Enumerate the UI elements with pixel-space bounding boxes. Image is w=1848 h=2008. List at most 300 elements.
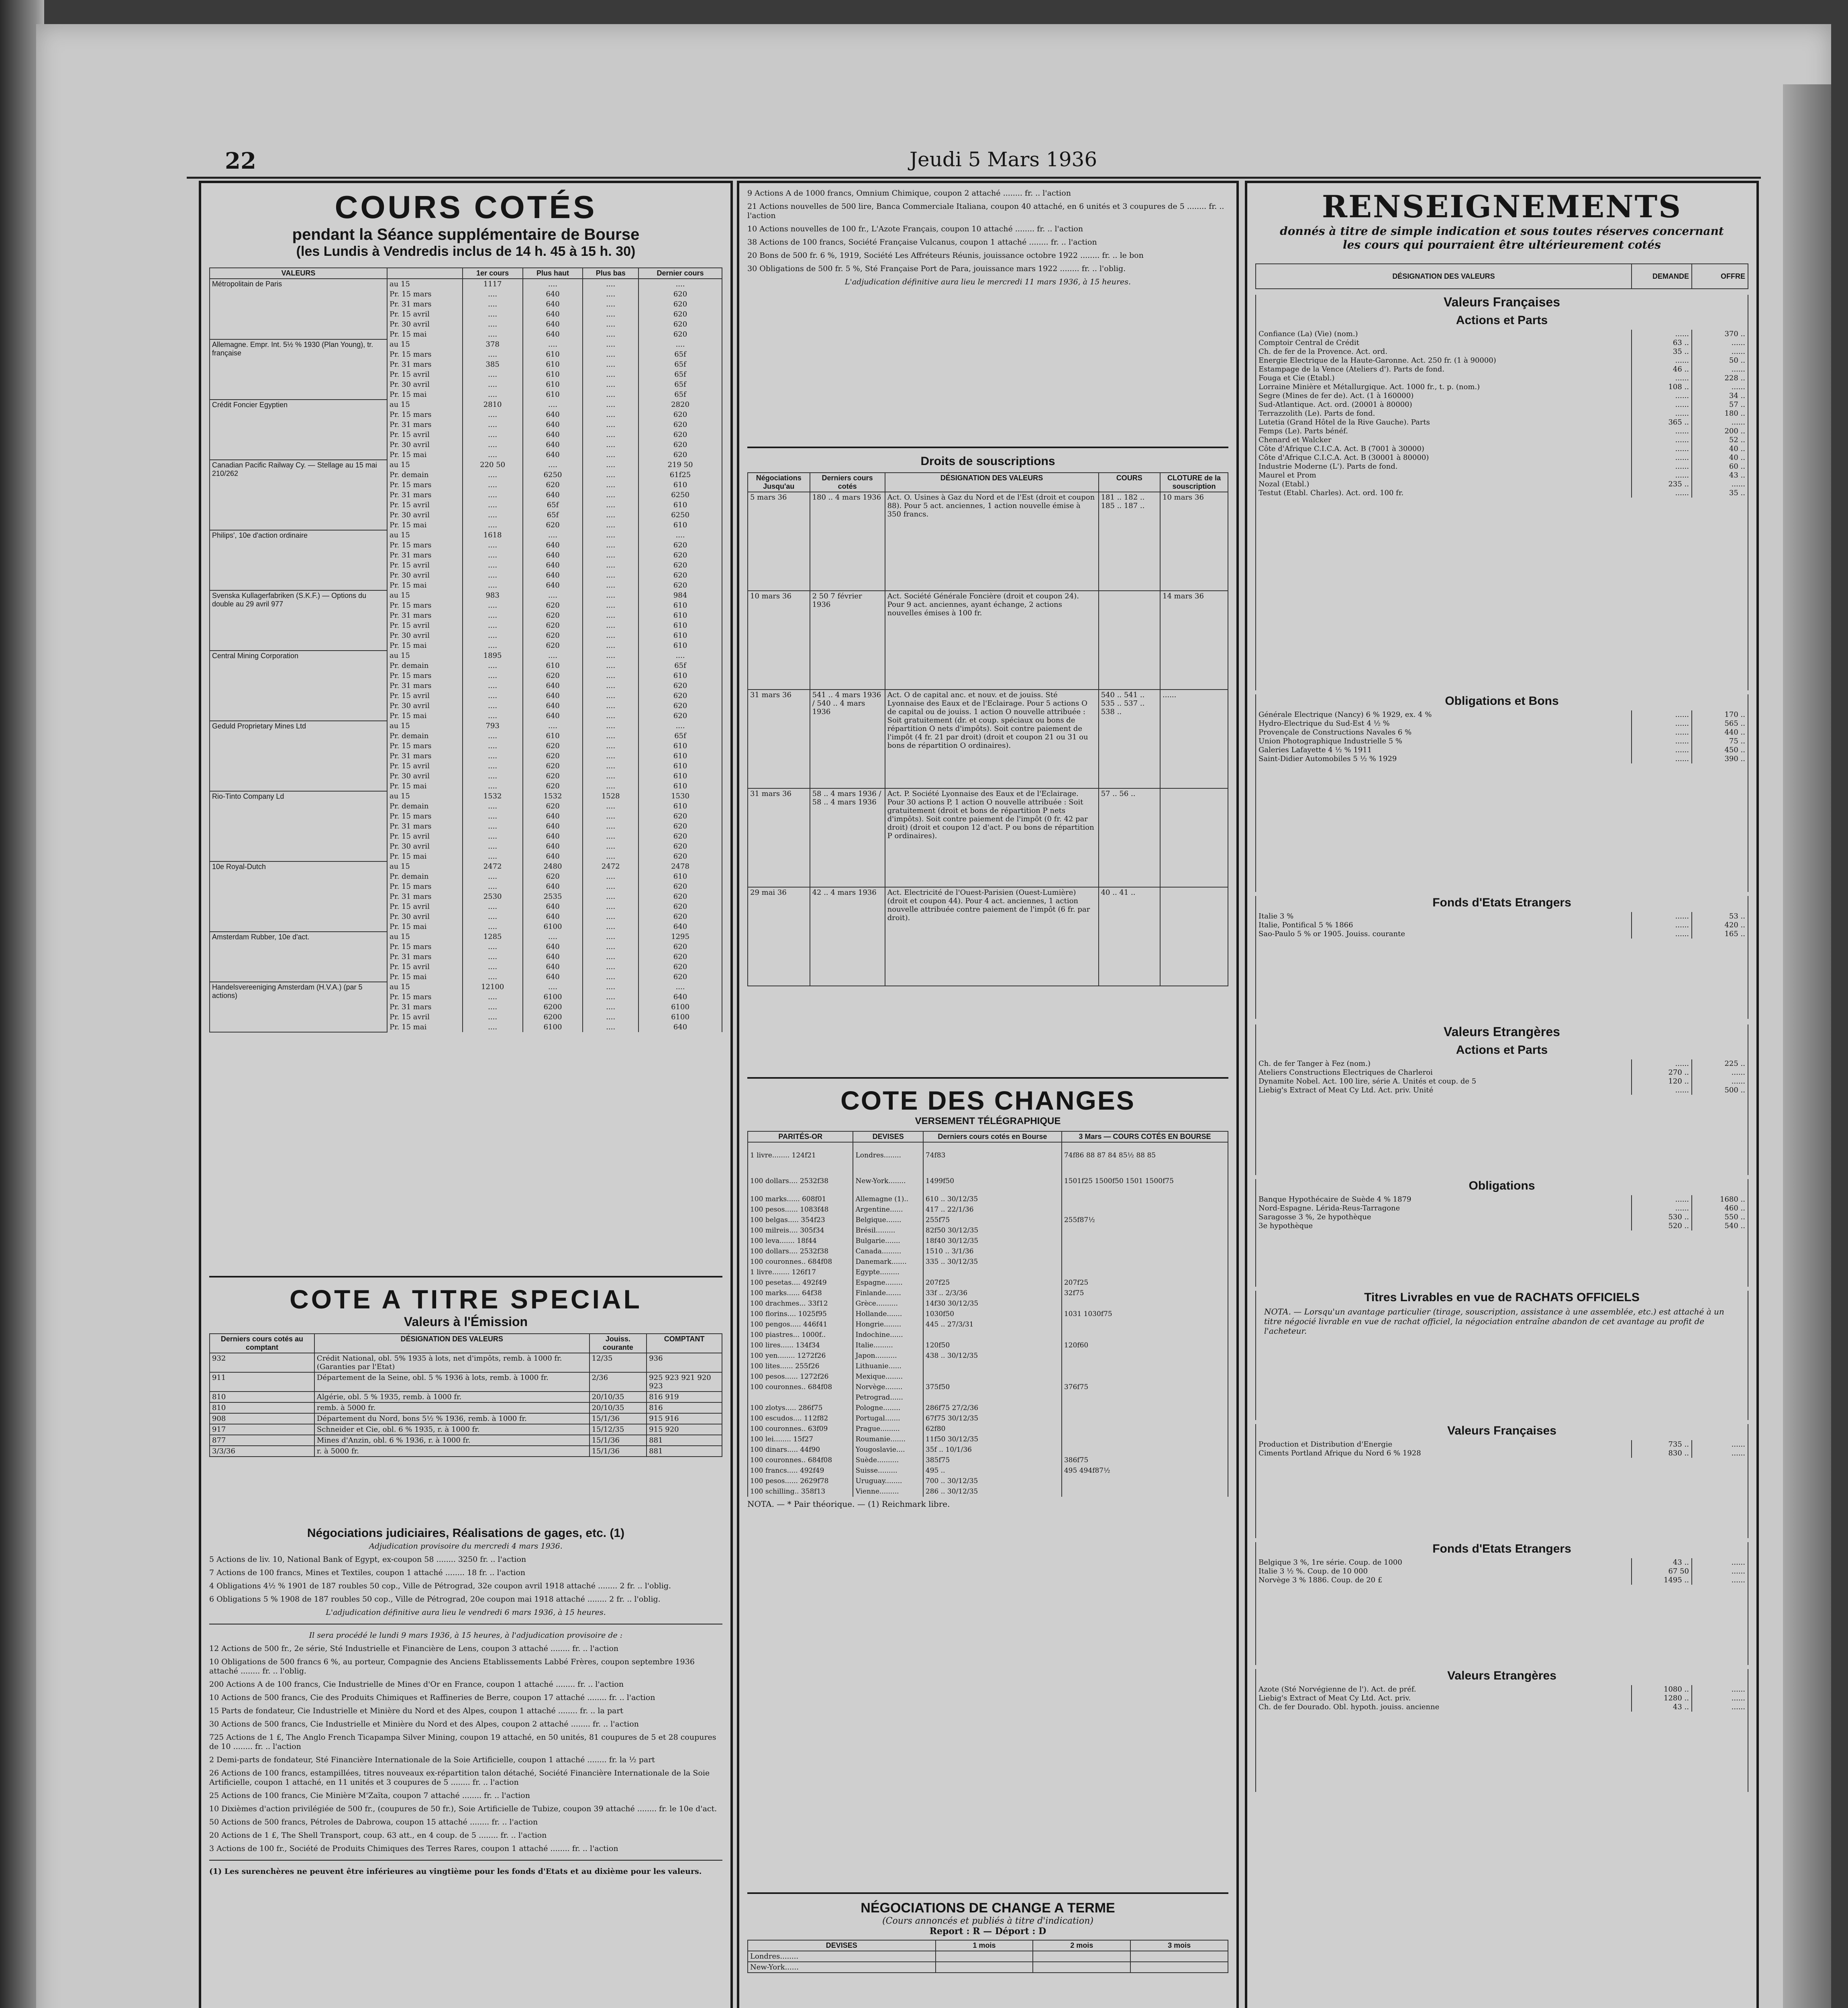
table-row [748,1194,1228,1204]
offre-value: 1680 .. [1691,1195,1748,1204]
price-cell: .... [463,580,523,590]
security-name: Philips', 10e d'action ordinaire [210,530,387,590]
subsection-heading: Actions et Parts [1456,314,1548,327]
changes-cell: 1501f25 1500f50 1501 1500f75 [1062,1168,1228,1194]
table-row [748,1445,1228,1455]
price-cell: 65f [638,349,722,359]
term-cell: Pr. 15 mai [387,922,463,932]
price-cell: .... [523,339,583,349]
demande-value: ...... [1631,737,1691,746]
term-cell: Pr. 15 avril [387,902,463,912]
term-cell: Pr. 30 avril [387,912,463,922]
changes-cell: 100 couronnes.. 684f08 [748,1455,853,1465]
price-cell: .... [463,480,523,490]
changes-cell: 32f75 [1062,1288,1228,1298]
term-cell: Pr. 30 avril [387,841,463,851]
price-cell: .... [583,801,638,811]
security-name: Nord-Espagne. Lérida-Reus-Tarragone [1259,1204,1400,1212]
special-cell: 911 [210,1372,314,1392]
price-cell: 65f [638,380,722,390]
list-item: 10 Actions nouvelles de 100 fr., L'Azote Français, coupon 10 attaché ........ fr. .. l'action [747,224,1083,233]
table-row [748,1455,1228,1465]
changes-cell: Norvège........ [853,1382,923,1392]
price-cell: .... [638,530,722,540]
price-cell: .... [463,631,523,641]
price-cell: 640 [523,289,583,299]
price-cell: .... [463,821,523,831]
changes-cell: 100 milreis.... 305f34 [748,1225,853,1236]
subsection-heading: Valeurs Françaises [1447,1424,1556,1437]
changes-cell: 255f87½ [1062,1215,1228,1225]
price-cell: .... [523,982,583,992]
special-cell: Crédit National, obl. 5% 1935 à lots, net d'impôts, remb. à 1000 fr. (Garanties par l'Etat) [314,1353,589,1372]
table-row [748,1382,1228,1392]
term-cell: Pr. 30 avril [387,380,463,390]
changes-cell: Hollande....... [853,1309,923,1319]
price-cell: 610 [638,801,722,811]
price-cell: 620 [638,892,722,902]
table-row [748,1168,1228,1194]
price-cell: 640 [523,540,583,550]
price-cell: .... [583,831,638,841]
demande-value: 120 .. [1631,1077,1691,1086]
changes-cell: 100 pesos...... 1083f48 [748,1204,853,1215]
price-cell: 610 [638,771,722,781]
special-cell: 15/1/36 [589,1413,647,1424]
terme-table [747,1940,1228,1973]
price-cell: .... [583,922,638,932]
changes-cell: 207f25 [1062,1277,1228,1288]
security-name: Liebig's Extract of Meat Cy Ltd. Act. priv. [1259,1694,1411,1702]
list-item: 4 Obligations 4½ % 1901 de 187 roubles 50 cop., Ville de Pétrograd, 32e coupon avril 1918 attaché ........ 2 fr. .. l'oblig. [209,1582,671,1590]
demande-value: ...... [1631,453,1691,462]
security-name: Côte d'Afrique C.I.C.A. Act. B (7001 à 30000) [1259,445,1424,453]
changes-cell: 100 dollars.... 2532f38 [748,1246,853,1257]
term-cell: Pr. 15 mars [387,811,463,821]
droits-cell: 14 mars 36 [1160,591,1228,690]
changes-cell: 33f .. 2/3/36 [923,1288,1062,1298]
price-cell: .... [583,992,638,1002]
renseignements-header [1255,263,1748,289]
term-cell: Pr. 15 mars [387,289,463,299]
droits-cell [1160,887,1228,986]
changes-cell [1062,1434,1228,1445]
term-cell: au 15 [387,279,463,289]
offre-value: 225 .. [1691,1059,1748,1068]
changes-note: NOTA. — * Pair théorique. — (1) Reichmark libre. [747,1499,950,1509]
price-cell: 620 [523,631,583,641]
term-cell: Pr. 15 mai [387,450,463,460]
term-cell: au 15 [387,590,463,600]
table-row [748,1257,1228,1267]
changes-header-1: DEVISES [853,1131,923,1142]
price-cell: .... [583,590,638,600]
price-cell: .... [583,309,638,319]
price-cell: .... [583,450,638,460]
table-row [748,1465,1228,1476]
table-row [748,1236,1228,1246]
offre-value: 35 .. [1691,489,1748,498]
subsection-heading: Obligations et Bons [1445,694,1559,708]
table-row [210,1435,722,1446]
price-cell: .... [463,349,523,359]
renseignements-list [1256,710,1748,763]
changes-cell [923,1371,1062,1382]
negociations-future-intro: Il sera procédé le lundi 9 mars 1936, à 15 heures, à l'adjudication provisoire de : [309,1631,623,1640]
price-cell: 6200 [523,1002,583,1012]
changes-subtitle: VERSEMENT TÉLÉGRAPHIQUE [915,1116,1061,1126]
special-cell: Département du Nord, bons 5½ % 1936, remb. à 1000 fr. [314,1413,589,1424]
changes-cell: 100 pengos..... 446f41 [748,1319,853,1330]
demande-value: ...... [1631,392,1691,400]
price-cell: .... [583,550,638,560]
changes-cell: 100 couronnes.. 684f08 [748,1382,853,1392]
demande-value: ...... [1631,471,1691,480]
price-cell: .... [583,430,638,440]
term-cell: Pr. 15 avril [387,500,463,510]
price-cell: 640 [523,440,583,450]
price-cell: 620 [523,871,583,882]
table-row [748,1225,1228,1236]
term-cell: au 15 [387,651,463,661]
offre-value: ...... [1691,1440,1748,1449]
term-cell: Pr. 31 mars [387,550,463,560]
negociations-title: Négociations judiciaires, Réalisations de gages, etc. (1) [307,1526,625,1540]
price-cell: .... [583,811,638,821]
renseignements-list [1256,1558,1748,1585]
security-name: Comptoir Central de Crédit [1259,339,1359,347]
table-row [748,1288,1228,1298]
price-cell: 6200 [523,1012,583,1022]
changes-cell [1062,1371,1228,1382]
demande-value: ...... [1631,445,1691,453]
security-name: Testut (Etabl. Charles). Act. ord. 100 fr. [1259,489,1404,497]
list-item: 3 Actions de 100 fr., Société de Produits Chimiques des Terres Rares, coupon 1 attaché ........ fr. .. l'action [209,1844,618,1853]
term-cell: Pr. 15 mars [387,410,463,420]
price-cell: .... [463,620,523,631]
droits-cell: Act. Société Générale Foncière (droit et coupon 24). Pour 9 act. anciennes, ayant échange, 2 actions nouvelles émises à 100 fr. [885,591,1099,690]
changes-cell: Londres........ [853,1142,923,1168]
table-row [748,1434,1228,1445]
table-row [748,1246,1228,1257]
offre-value: 550 .. [1691,1213,1748,1222]
demande-value: 520 .. [1631,1222,1691,1231]
security-name: Amsterdam Rubber, 10e d'act. [210,932,387,982]
security-name: Canadian Pacific Railway Cy. — Stellage au 15 mai 210/262 [210,460,387,530]
changes-cell: 495 .. [923,1465,1062,1476]
demande-value: ...... [1631,1059,1691,1068]
price-cell: 620 [523,610,583,620]
table-row [210,932,722,942]
price-cell: .... [583,972,638,982]
price-cell: 640 [523,299,583,309]
price-cell: .... [463,490,523,500]
table-row [748,1413,1228,1424]
subsection-heading: Fonds d'Etats Etrangers [1432,1542,1571,1555]
table-row [748,492,1228,591]
price-cell: .... [463,1022,523,1032]
price-cell: 620 [638,560,722,570]
term-cell: au 15 [387,861,463,871]
offre-value: 40 .. [1691,445,1748,453]
price-cell: 640 [523,580,583,590]
changes-cell: Vienne......... [853,1486,923,1497]
changes-cell: 100 lei........ 15f27 [748,1434,853,1445]
demande-value: ...... [1631,400,1691,409]
table-row [210,982,722,992]
price-cell: 620 [638,962,722,972]
table-row [748,1319,1228,1330]
offre-value: ...... [1691,418,1748,427]
price-cell: 620 [638,410,722,420]
price-cell: .... [583,711,638,721]
changes-cell: Japon.......... [853,1351,923,1361]
changes-cell [1062,1204,1228,1215]
negociations-intro: Adjudication provisoire du mercredi 4 mars 1936. [369,1542,563,1551]
term-cell: Pr. 15 avril [387,962,463,972]
table-row [748,591,1228,690]
price-cell: .... [463,801,523,811]
price-cell: 1285 [463,932,523,942]
page-edge [1783,84,1831,2008]
list-item: 30 Obligations de 500 fr. 5 %, Sté Française Port de Para, jouissance mars 1922 ........ fr. .. l'oblig. [747,264,1126,273]
price-cell: .... [463,922,523,932]
term-cell: Pr. 15 mars [387,600,463,610]
changes-cell [1062,1445,1228,1455]
demande-value: ...... [1631,330,1691,339]
offre-value: 440 .. [1691,728,1748,737]
changes-cell: 100 drachmes... 33f12 [748,1298,853,1309]
offre-value: 52 .. [1691,436,1748,445]
terme-currency: Londres........ [748,1951,936,1962]
price-cell: 610 [638,671,722,681]
price-cell: .... [463,731,523,741]
list-item: 38 Actions de 100 francs, Société Française Vulcanus, coupon 1 attaché ........ fr. .. l'action [747,238,1097,247]
special-cell: Mines d'Anzin, obl. 6 % 1936, r. à 1000 fr. [314,1435,589,1446]
term-cell: Pr. 15 avril [387,369,463,380]
price-cell: 610 [523,380,583,390]
droits-cell: 2 50 7 février 1936 [810,591,885,690]
price-cell: .... [523,279,583,289]
price-cell: 640 [523,490,583,500]
price-cell: 640 [523,329,583,339]
price-cell: .... [463,440,523,450]
section-heading: Valeurs Françaises [1444,295,1560,309]
list-item: 30 Actions de 500 francs, Cie Industrielle et Minière du Nord et des Alpes, coupon 2 attaché ........ fr. .. l'action [209,1720,639,1728]
offre-value: 165 .. [1691,930,1748,939]
terme-title: NÉGOCIATIONS DE CHANGE A TERME [861,1900,1115,1916]
renseignements-head-demande: DEMANDE [1631,264,1691,288]
changes-cell: 82f50 30/12/35 [923,1225,1062,1236]
changes-cell: Lithuanie...... [853,1361,923,1371]
price-cell: .... [583,460,638,470]
changes-cell: 100 lites...... 255f26 [748,1361,853,1371]
demande-value: 1280 .. [1631,1694,1691,1703]
price-cell: .... [463,942,523,952]
term-cell: Pr. 31 mars [387,821,463,831]
table-row [748,1142,1228,1168]
security-name: Galeries Lafayette 4 ½ % 1911 [1259,746,1372,754]
price-cell: 620 [523,600,583,610]
table-row [210,1372,722,1392]
changes-cell: 62f80 [923,1424,1062,1434]
price-cell: .... [463,390,523,400]
special-cell: 877 [210,1435,314,1446]
price-cell: 620 [638,299,722,309]
term-cell: Pr. 30 avril [387,701,463,711]
changes-cell: 438 .. 30/12/35 [923,1351,1062,1361]
price-cell: .... [583,500,638,510]
price-cell: .... [523,530,583,540]
security-name: Production et Distribution d'Energie [1259,1440,1393,1449]
middle-top-definitive: L'adjudication définitive aura lieu le mercredi 11 mars 1936, à 15 heures. [844,278,1131,286]
security-name: Saragosse 3 %, 2e hypothèque [1259,1213,1371,1221]
price-cell: 6100 [638,1012,722,1022]
column-left [199,181,733,2008]
price-cell: .... [583,490,638,500]
term-cell: Pr. 31 mars [387,751,463,761]
droits-cell: 10 mars 36 [748,591,810,690]
security-name: Rio-Tinto Company Ld [210,791,387,861]
subsection-heading: Obligations [1469,1179,1535,1192]
security-name: Geduld Proprietary Mines Ltd [210,721,387,791]
term-cell: Pr. 31 mars [387,420,463,430]
price-cell: .... [583,671,638,681]
negociations-definitive: L'adjudication définitive aura lieu le vendredi 6 mars 1936, à 15 heures. [326,1608,606,1617]
price-cell: .... [583,902,638,912]
price-cell: 610 [638,751,722,761]
changes-cell: Finlande....... [853,1288,923,1298]
price-cell: 1295 [638,932,722,942]
cc-header-3: Plus haut [523,268,583,279]
changes-cell: 375f50 [923,1382,1062,1392]
price-cell: 610 [638,871,722,882]
price-cell: 219 50 [638,460,722,470]
price-cell: .... [583,952,638,962]
security-name: Ch. de fer de la Provence. Act. ord. [1259,347,1388,356]
changes-cell: 100 pesos...... 1272f26 [748,1371,853,1382]
rachats-nota: NOTA. — Lorsqu'un avantage particulier (tirage, souscription, assistance à une assemblée, etc.) est attaché à un titre négocié livrable en vue de rachat officiel, la négociation entraîne abandon de cet avantage au profit de l'acheteur. [1264,1307,1724,1336]
changes-cell: 100 lires...... 134f34 [748,1340,853,1351]
changes-cell [1062,1319,1228,1330]
price-cell: 6100 [638,1002,722,1012]
special-cell: 3/3/36 [210,1446,314,1457]
offre-value: 540 .. [1691,1222,1748,1231]
list-item: 200 Actions A de 100 francs, Cie Industrielle de Mines d'Or en France, coupon 1 attaché ........ fr. .. l'action [209,1680,624,1689]
price-cell: 65f [638,369,722,380]
term-cell: Pr. 31 mars [387,681,463,691]
special-cell: 12/35 [589,1353,647,1372]
list-item: 725 Actions de 1 £, The Anglo French Ticapampa Silver Mining, coupon 19 attaché, en 50 unités, 81 coupures de 5 et 28 coupures de 10 ........ fr. .. l'action [209,1733,716,1751]
price-cell: 620 [638,420,722,430]
term-cell: Pr. 15 avril [387,560,463,570]
droits-table [747,472,1228,986]
price-cell: 620 [523,671,583,681]
special-cell: 881 [647,1435,722,1446]
price-cell: .... [523,400,583,410]
table-row [210,400,722,410]
demande-value: 35 .. [1631,347,1691,356]
table-row [210,1353,722,1372]
price-cell: 65f [523,500,583,510]
price-cell: .... [523,590,583,600]
droits-cell: 31 mars 36 [748,788,810,887]
price-cell: .... [463,972,523,982]
price-cell: .... [463,912,523,922]
list-item: 2 Demi-parts de fondateur, Sté Financière Internationale de la Soie Artificielle, coupon 1 attaché ........ fr. la ½ part [209,1755,655,1764]
changes-cell: Yougoslavie.... [853,1445,923,1455]
changes-cell: 100 escudos.... 112f82 [748,1413,853,1424]
price-cell: 6100 [523,1022,583,1032]
table-row [748,1215,1228,1225]
list-item: 10 Actions de 500 francs, Cie des Produits Chimiques et Raffineries de Berre, coupon 17 attaché ........ fr. .. l'action [209,1693,655,1702]
changes-cell: Bulgarie....... [853,1236,923,1246]
renseignements-section [1255,1424,1748,1538]
renseignements-section [1255,694,1748,892]
price-cell: 1530 [638,791,722,801]
offre-value: 75 .. [1691,737,1748,746]
terme-cell [1033,1962,1130,1973]
price-cell: 640 [523,550,583,560]
price-cell: .... [638,721,722,731]
price-cell: .... [463,811,523,821]
offre-value: ...... [1691,383,1748,392]
price-cell: 610 [523,390,583,400]
price-cell: .... [463,600,523,610]
security-name: Italie, Pontifical 5 % 1866 [1259,921,1353,929]
term-cell: Pr. demain [387,731,463,741]
price-cell: .... [523,932,583,942]
changes-cell: 100 dollars.... 2532f38 [748,1168,853,1194]
changes-header-2: Derniers cours cotés en Bourse [923,1131,1062,1142]
table-row [210,339,722,349]
price-cell: 12100 [463,982,523,992]
renseignements-body [1255,295,1748,1792]
changes-cell: 100 francs..... 492f49 [748,1465,853,1476]
table-row [210,460,722,470]
security-name: Nozal (Etabl.) [1259,480,1310,488]
quotation-table [209,267,722,1033]
price-cell: 640 [523,882,583,892]
offre-value: 460 .. [1691,1204,1748,1213]
changes-cell: Espagne........ [853,1277,923,1288]
terme-cell [1033,1951,1130,1962]
term-cell: Pr. 30 avril [387,570,463,580]
price-cell: 610 [638,520,722,530]
demande-value: 830 .. [1631,1449,1691,1458]
security-name: Ch. de fer Dourado. Obl. hypoth. jouiss. ancienne [1259,1703,1440,1711]
section-heading: Valeurs Etrangères [1444,1024,1560,1039]
table-row [748,1330,1228,1340]
price-cell: .... [583,620,638,631]
price-cell: .... [583,470,638,480]
changes-cell: 74f83 [923,1142,1062,1168]
changes-cell: Argentine...... [853,1204,923,1215]
terme-cell [936,1951,1033,1962]
security-name: Svenska Kullagerfabriken (S.K.F.) — Options du double au 29 avril 977 [210,590,387,651]
security-name: Femps (Le). Parts bénéf. [1259,427,1348,435]
term-cell: au 15 [387,460,463,470]
price-cell: .... [583,691,638,701]
price-cell: .... [463,540,523,550]
table-row [748,690,1228,788]
list-item: 20 Actions de 1 £, The Shell Transport, coup. 63 att., en 4 coup. de 5 ........ fr. .. l'action [209,1831,547,1840]
price-cell: 984 [638,590,722,600]
offre-value: 53 .. [1691,912,1748,921]
price-cell: 620 [638,570,722,580]
term-cell: Pr. 15 avril [387,620,463,631]
droits-cell: 181 .. 182 .. 185 .. 187 .. [1099,492,1160,591]
